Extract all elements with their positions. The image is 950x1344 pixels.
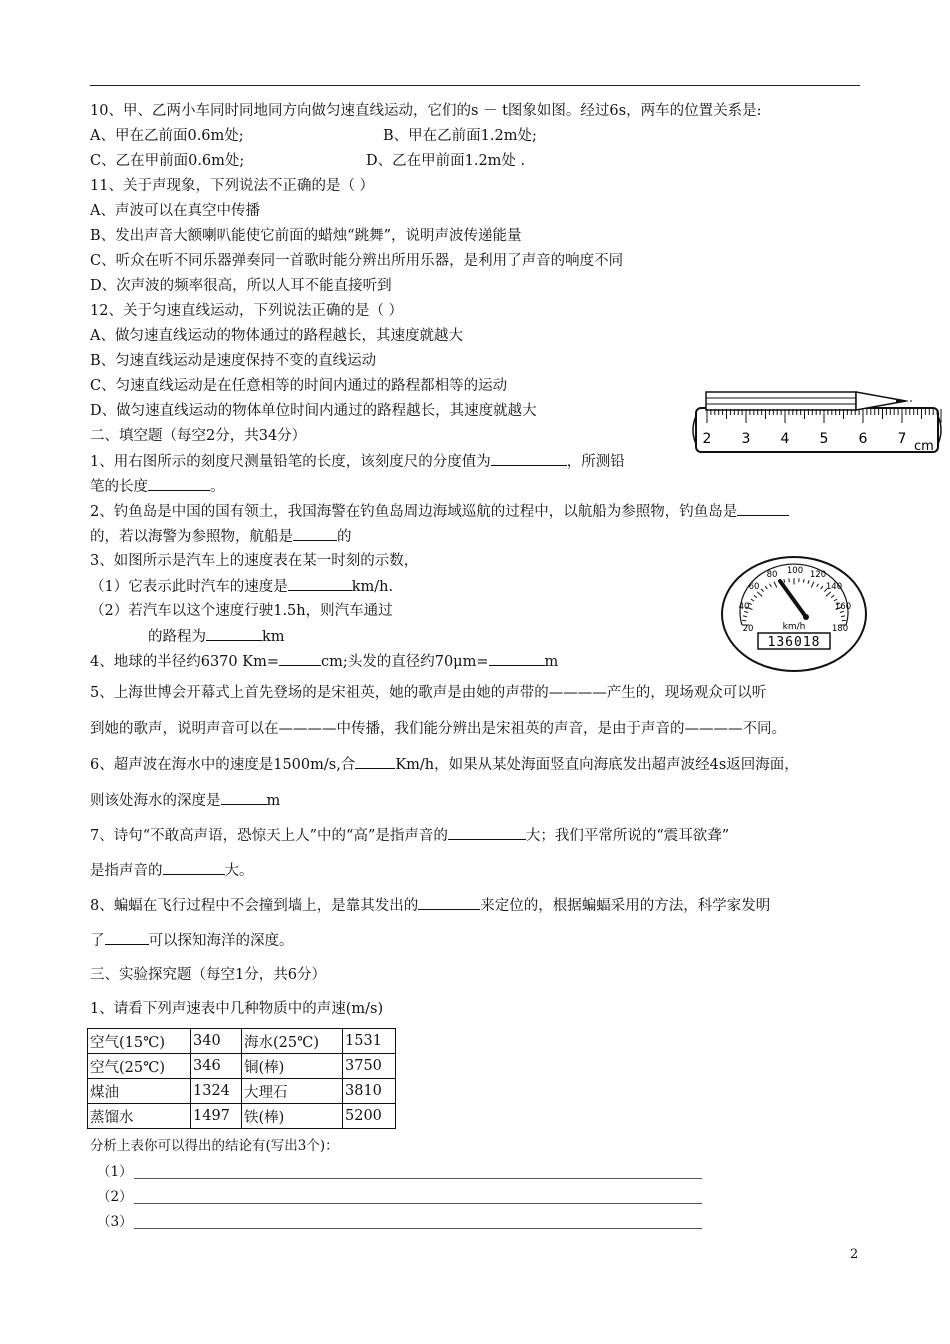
speedometer-figure xyxy=(720,555,868,673)
table-cell: 340 xyxy=(191,1029,242,1054)
answer-line-2[interactable] xyxy=(134,1203,702,1204)
ruler-number: 7 xyxy=(897,431,907,447)
fill-4 xyxy=(90,651,558,672)
analysis-prompt: 分析上表你可以得出的结论有(写出3个)： xyxy=(90,1138,339,1154)
fill-7-line-1 xyxy=(90,825,729,846)
speedometer-unit: km/h xyxy=(782,622,806,632)
ruler-number: 5 xyxy=(819,431,829,447)
question-11: 11、关于声现象，下列说法不正确的是（ ） xyxy=(90,178,375,194)
dial-tick xyxy=(841,616,845,617)
table-cell: 1497 xyxy=(191,1104,242,1129)
ruler-number: 3 xyxy=(741,431,751,447)
fill-7-text: 7、诗句“不敢高声语，恐惊天上人”中的“高”是指声音的 xyxy=(90,828,448,844)
fill-3-unit: km/h. xyxy=(351,579,394,595)
answer-blank[interactable] xyxy=(163,860,225,875)
table-cell: 煤油 xyxy=(88,1079,191,1104)
fill-4-text: m xyxy=(544,654,559,670)
fill-3-part-1 xyxy=(90,576,393,597)
fill-1-text: 。 xyxy=(210,479,225,495)
fill-6-text: 则该处海水的深度是 xyxy=(90,793,221,809)
fill-7-line-2 xyxy=(90,860,254,881)
answer-label-3: （3） xyxy=(97,1214,133,1230)
fill-8-line-1 xyxy=(90,895,770,916)
fill-8-text: 可以探知海洋的深度。 xyxy=(148,933,294,949)
answer-blank[interactable] xyxy=(491,451,567,466)
fill-3-unit: km xyxy=(262,629,285,645)
answer-blank[interactable] xyxy=(737,501,789,516)
table-cell: 3750 xyxy=(343,1054,396,1079)
q11-option-d: D、次声波的频率很高，所以人耳不能直接听到 xyxy=(90,278,392,294)
dial-number: 40 xyxy=(738,602,750,612)
ruler-number: 6 xyxy=(858,431,868,447)
table-cell: 1324 xyxy=(191,1079,242,1104)
answer-blank[interactable] xyxy=(105,930,149,945)
ruler-number: 4 xyxy=(780,431,790,447)
experiment-1: 1、请看下列声速表中几种物质中的声速(m/s) xyxy=(90,1001,384,1017)
table-cell: 铜(棒) xyxy=(242,1054,343,1079)
question-10: 10、甲、乙两小车同时同地同方向做匀速直线运动，它们的s － t图象如图。经过6s，两车的位置关系是: xyxy=(90,103,762,119)
q10-option-a: A、甲在乙前面0.6m处; xyxy=(90,128,244,144)
fill-3-part-2: （2）若汽车以这个速度行驶1.5h，则汽车通过 xyxy=(90,603,393,619)
table-row xyxy=(88,1079,396,1104)
answer-blank[interactable] xyxy=(448,825,526,840)
section-2-heading: 二、填空题（每空2分，共34分） xyxy=(90,428,307,444)
fill-5-line-1: 5、上海世博会开幕式上首先登场的是宋祖英，她的歌声是由她的声带的————产生的，现场观众可以听 xyxy=(90,685,767,701)
fill-2-line-2 xyxy=(90,526,352,547)
fill-7-text: 大；我们平常所说的“震耳欲聋” xyxy=(525,828,730,844)
fill-6-text: Km/h，如果从某处海面竖直向海底发出超声波经4s返回海面， xyxy=(395,757,799,773)
fill-3-text: （1）它表示此时汽车的速度是 xyxy=(90,579,288,595)
answer-blank[interactable] xyxy=(221,790,267,805)
q11-option-c: C、听众在听不同乐器弹奏同一首歌时能分辨出所用乐器，是利用了声音的响度不同 xyxy=(90,253,624,269)
q12-option-a: A、做匀速直线运动的物体通过的路程越长，其速度就越大 xyxy=(90,328,463,344)
fill-7-text: 大。 xyxy=(224,863,254,879)
table-cell: 346 xyxy=(191,1054,242,1079)
answer-blank[interactable] xyxy=(418,895,480,910)
ruler-unit: cm xyxy=(914,439,934,454)
q10-option-c: C、乙在甲前面0.6m处; xyxy=(90,153,245,169)
table-row xyxy=(88,1029,396,1054)
table-cell: 5200 xyxy=(343,1104,396,1129)
fill-1-line-1 xyxy=(90,451,625,472)
table-row xyxy=(88,1104,396,1129)
answer-blank[interactable] xyxy=(288,576,352,591)
table-cell: 空气(25℃) xyxy=(88,1054,191,1079)
table-cell: 空气(15℃) xyxy=(88,1029,191,1054)
fill-2-text: 的 xyxy=(337,529,352,545)
table-cell: 蒸馏水 xyxy=(88,1104,191,1129)
ruler-number: 2 xyxy=(702,431,712,447)
q11-option-a: A、声波可以在真空中传播 xyxy=(90,203,260,219)
q10-option-d: D、乙在甲前面1.2m处 . xyxy=(366,153,526,169)
answer-blank[interactable] xyxy=(206,626,262,641)
table-cell: 1531 xyxy=(343,1029,396,1054)
fill-7-text: 是指声音的 xyxy=(90,863,163,879)
fill-1-line-2 xyxy=(90,476,225,497)
fill-5-line-2: 到她的歌声，说明声音可以在————中传播，我们能分辨出是宋祖英的声音，是由于声音的————不同。 xyxy=(90,721,786,737)
fill-8-text: 来定位的，根据蝙蝠采用的方法，科学家发明 xyxy=(480,898,771,914)
answer-blank[interactable] xyxy=(279,651,321,666)
q12-option-c: C、匀速直线运动是在任意相等的时间内通过的路程都相等的运动 xyxy=(90,378,508,394)
dial-number: 60 xyxy=(748,582,760,592)
fill-6-text: 6、超声波在海水中的速度是1500m/s,合 xyxy=(90,757,356,773)
dial-number: 180 xyxy=(831,624,849,634)
fill-3-text: 的路程为 xyxy=(148,629,206,645)
answer-line-3[interactable] xyxy=(134,1228,702,1229)
answer-blank[interactable] xyxy=(293,526,337,541)
answer-blank[interactable] xyxy=(489,651,545,666)
dial-number: 100 xyxy=(786,566,804,576)
fill-1-text: 笔的长度 xyxy=(90,479,148,495)
table-cell: 铁(棒) xyxy=(242,1104,343,1129)
fill-3-part-2-answer xyxy=(148,626,285,647)
dial-number: 20 xyxy=(742,624,754,634)
sound-speed-table xyxy=(87,1028,396,1129)
q12-option-b: B、匀速直线运动是速度保持不变的直线运动 xyxy=(90,353,377,369)
header-rule xyxy=(90,85,860,86)
dial-number: 160 xyxy=(834,602,852,612)
answer-blank[interactable] xyxy=(148,476,210,491)
fill-6-text: m xyxy=(266,793,281,809)
table-cell: 大理石 xyxy=(242,1079,343,1104)
answer-blank[interactable] xyxy=(355,754,395,769)
answer-label-2: （2） xyxy=(97,1189,133,1205)
ruler-figure xyxy=(692,386,944,458)
table-cell: 海水(25℃) xyxy=(242,1029,343,1054)
fill-2-text: 2、钓鱼岛是中国的国有领土，我国海警在钓鱼岛周边海域巡航的过程中，以航船为参照物，钓鱼岛是 xyxy=(90,504,738,520)
dial-number: 120 xyxy=(809,570,827,580)
q12-option-d: D、做匀速直线运动的物体单位时间内通过的路程越长，其速度就越大 xyxy=(90,403,537,419)
section-3-heading: 三、实验探究题（每空1分，共6分） xyxy=(90,967,326,983)
fill-4-text: cm;头发的直径约70μm= xyxy=(320,654,489,670)
dial-number: 80 xyxy=(766,570,778,580)
q11-option-b: B、发出声音大额喇叭能使它前面的蜡烛“跳舞”，说明声波传递能量 xyxy=(90,228,522,244)
table-row xyxy=(88,1054,396,1079)
page-number: 2 xyxy=(850,1247,859,1262)
fill-4-text: 4、地球的半径约6370 Km= xyxy=(90,654,279,670)
fill-8-text: 了 xyxy=(90,933,105,949)
odometer-reading: 136018 xyxy=(767,635,821,650)
fill-1-text: ，所测铅 xyxy=(566,454,625,470)
dial-tick xyxy=(743,616,747,617)
fill-6-line-1 xyxy=(90,754,799,775)
fill-2-text: 的，若以海警为参照物，航船是 xyxy=(90,529,293,545)
fill-6-line-2 xyxy=(90,790,280,811)
fill-8-line-2 xyxy=(90,930,294,951)
fill-1-text: 1、用右图所示的刻度尺测量铅笔的长度，该刻度尺的分度值为 xyxy=(90,454,491,470)
question-12: 12、关于匀速直线运动，下列说法正确的是（ ） xyxy=(90,303,404,319)
q10-option-b: B、甲在乙前面1.2m处; xyxy=(383,128,537,144)
answer-label-1: （1） xyxy=(97,1164,133,1180)
table-cell: 3810 xyxy=(343,1079,396,1104)
answer-line-1[interactable] xyxy=(134,1178,702,1179)
fill-3-heading: 3、如图所示是汽车上的速度表在某一时刻的示数， xyxy=(90,553,419,569)
fill-2-line-1 xyxy=(90,501,789,522)
fill-8-text: 8、蝙蝠在飞行过程中不会撞到墙上，是靠其发出的 xyxy=(90,898,419,914)
dial-number: 140 xyxy=(825,582,843,592)
